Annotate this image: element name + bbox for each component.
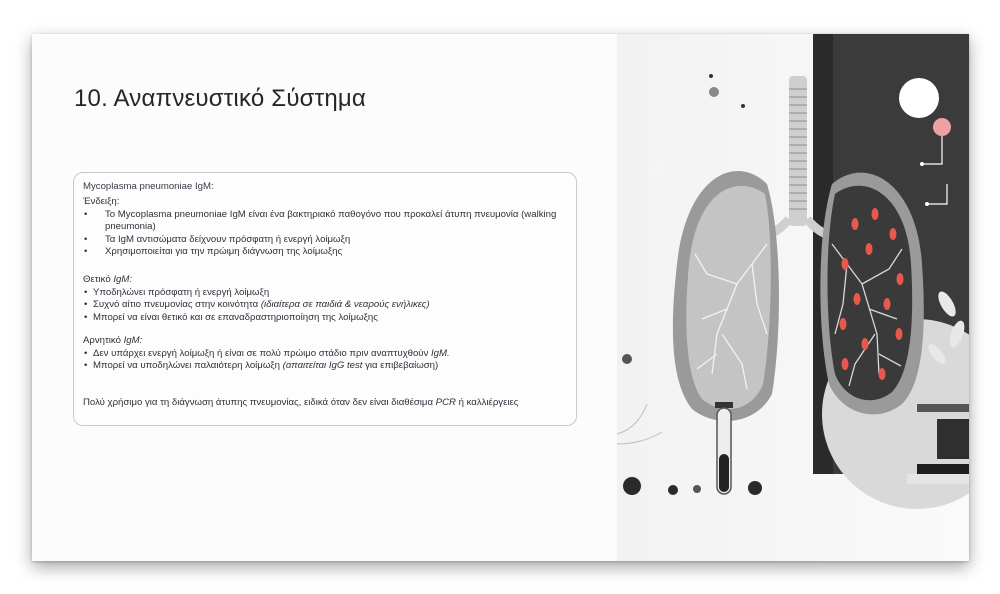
list-item [83,287,568,299]
list-item [83,299,568,311]
box-heading: Mycoplasma pneumoniae IgM: [83,181,214,192]
negative-label: Αρνητικό [83,335,124,346]
list-item [83,360,568,372]
indication-list [83,209,568,259]
summary-em: PCR [435,397,456,408]
positive-label: Θετικό [83,274,114,285]
content-box [73,172,577,426]
negative-list [83,348,568,373]
lungs-illustration-icon [617,34,969,561]
negative-heading [83,335,142,347]
positive-list [83,287,568,324]
list-item [83,348,568,360]
list-item-text: Υποδηλώνει πρόσφατη ή ενεργή λοίμωξη [93,287,270,298]
list-item [83,312,568,324]
list-item: • Το Mycoplasma pneumoniae IgM είναι ένα βακτηριακό παθογόνο που προκαλεί άτυπη πνευμονία (walking pneumonia) [83,209,568,234]
list-item-tail: για επιβεβαίωση) [362,360,439,372]
list-item-text: Συχνό αίτιο πνευμονίας στην κοινότητα [93,299,261,311]
list-item-em: IgM. [431,348,450,359]
summary-text [83,397,568,409]
page-title: 10. Αναπνευστικό Σύστημα [74,85,366,112]
list-item-em: (ιδιαίτερα σε παιδιά & νεαρούς ενήλικες) [260,299,430,311]
list-item-text: Μπορεί να είναι θετικό και σε επαναδραστηριοποίηση της λοίμωξης [93,311,378,323]
list-item: • Χρησιμοποιείται για την πρώιμη διάγνωση της λοίμωξης [83,246,568,258]
slide [32,34,969,561]
list-item-text: Μπορεί να υποδηλώνει παλαιότερη λοίμωξη [93,360,283,372]
list-item: • Τα IgM αντισώματα δείχνουν πρόσφατη ή ενεργή λοίμωξη [83,234,568,246]
indication-heading: Ένδειξη: [83,196,120,207]
summary-tail: ή καλλιέργειες [455,397,519,408]
positive-label-em: IgM: [113,274,133,285]
positive-heading [83,274,132,286]
summary-main: Πολύ χρήσιμο για τη διάγνωση άτυπης πνευμονίας, ειδικά όταν δεν είναι διαθέσιμα [83,397,436,408]
negative-label-em: IgM: [123,335,143,346]
list-item-em: (απαιτείται IgG test [282,360,363,372]
list-item-text: Δεν υπάρχει ενεργή λοίμωξη ή είναι σε πολύ πρώιμο στάδιο πριν αναπτυχθούν [93,348,432,359]
